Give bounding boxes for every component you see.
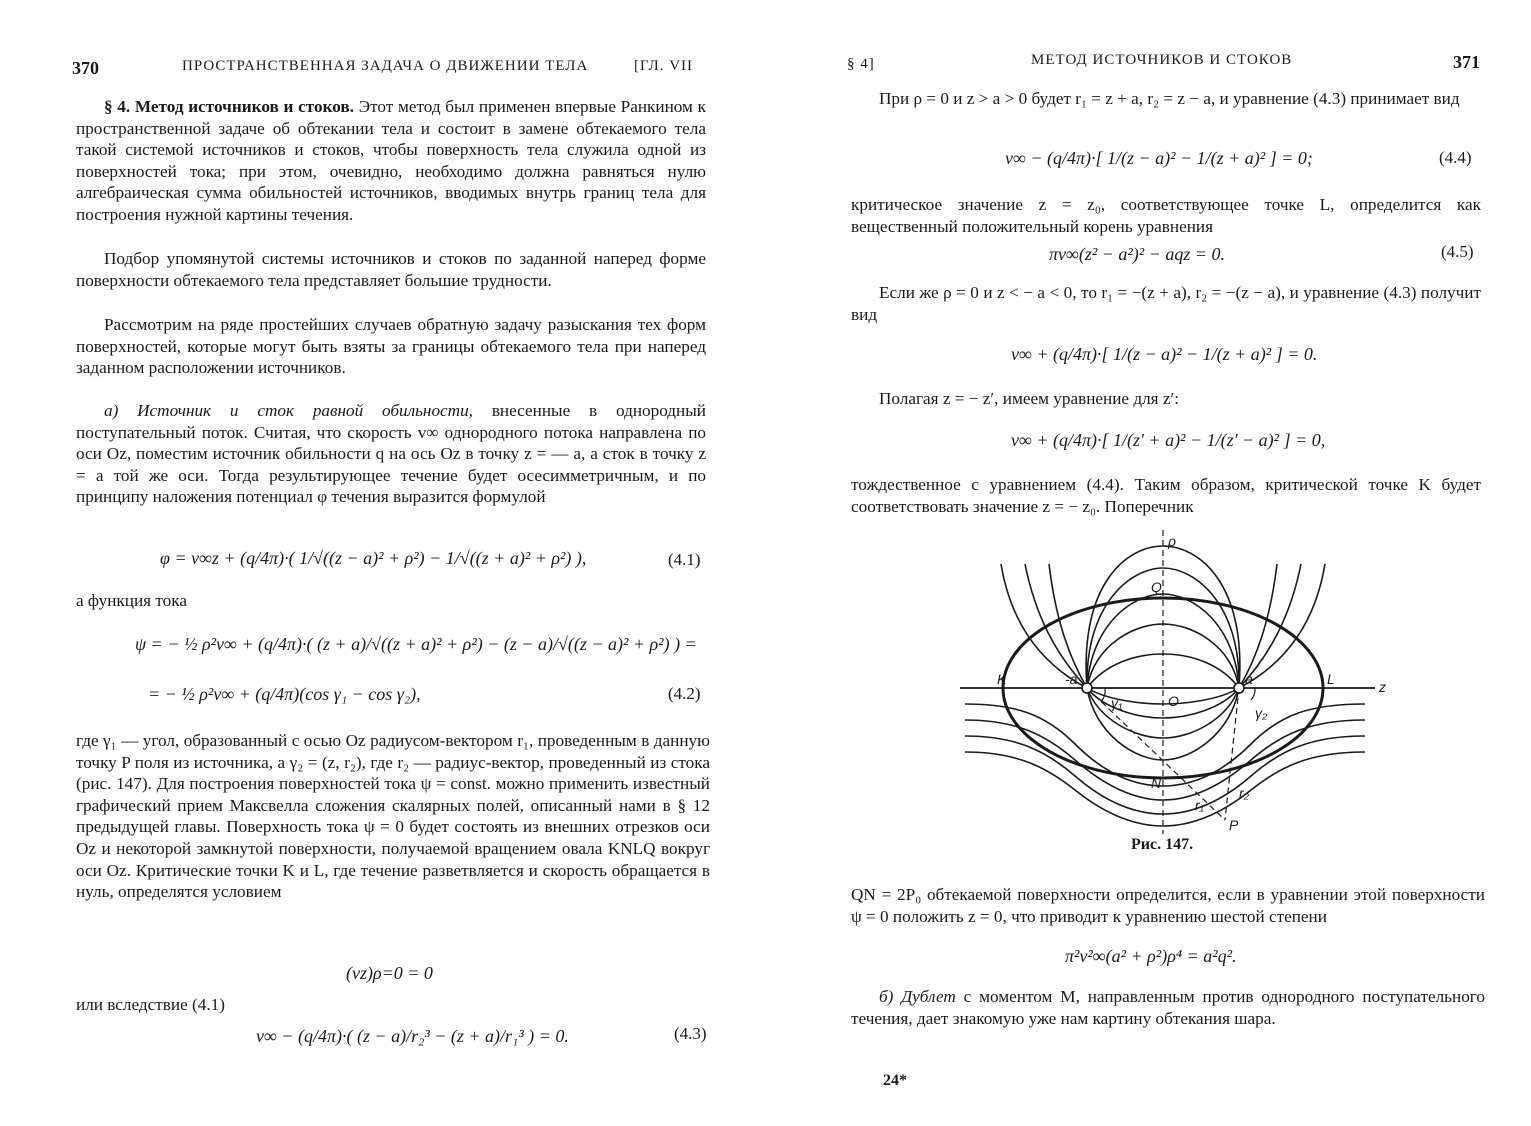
label-r2: r₂ bbox=[1239, 785, 1250, 801]
equation-4-2-line-1: ψ = − ½ ρ²v∞ + (q/4π)·( (z + a)/√((z + a)² + ρ²) − (z − a)/√((z − a)² + ρ²) ) = bbox=[135, 634, 697, 654]
label-N: N bbox=[1151, 775, 1162, 791]
critical-condition: (vz)ρ=0 = 0 bbox=[346, 963, 433, 983]
label-P: P bbox=[1229, 817, 1239, 833]
page-number: 370 bbox=[72, 58, 99, 78]
paragraph-6: где γ₁ — угол, образованный с осью Oz радиусом-вектором r₁, проведенным в данную точку P поля из источника, а γ₂ = (z, r₂), где r₂ — радиус-вектор, проведенный из стока (рис. 147). Для построения поверхностей тока ψ = const. можно применить известный графический прием Максвелла сложения скалярных полей, описанный нами в § 12 предыдущей главы. Поверхность тока ψ = 0 будет состоять из внешних отрезков оси Oz и некоторой замкнутой поверхности, получаемой вращением овала KNLQ вокруг оси Oz. Критические точки K и L, где течение разветвляется и скорость обращается в нуль, определятся условием bbox=[76, 731, 710, 902]
label-gamma1: γ₁ bbox=[1111, 695, 1123, 711]
label-r1: r₁ bbox=[1195, 797, 1205, 813]
right-page bbox=[765, 0, 1531, 1126]
paragraph-5: тождественное с уравнением (4.4). Таким образом, критической точке K будет соответствовать значение z = − z₀. Поперечник bbox=[851, 475, 1481, 516]
running-title: МЕТОД ИСТОЧНИКОВ И СТОКОВ bbox=[1031, 52, 1293, 68]
figure-caption: Рис. 147. bbox=[1131, 836, 1194, 853]
paragraph-4: Полагая z = − z′, имеем уравнение для z′: bbox=[879, 389, 1180, 408]
paragraph-intro bbox=[76, 96, 706, 226]
equation-number-4-2: (4.2) bbox=[668, 684, 701, 703]
label-O: O bbox=[1168, 693, 1179, 709]
label-L: L bbox=[1327, 671, 1335, 687]
paragraph-7: или вследствие (4.1) bbox=[76, 995, 225, 1014]
equation-c: v∞ + (q/4π)·[ 1/(z′ + a)² − 1/(z′ − a)² ] = 0, bbox=[1011, 430, 1326, 450]
equation-sixth-degree: π²v²∞(a² + ρ²)ρ⁴ = a²q². bbox=[1065, 946, 1237, 966]
label-Q: Q bbox=[1151, 579, 1162, 595]
paragraph-intro-text: Этот метод был применен впервые Ранкином к пространственной задаче об обтекании тела и состоит в замене обтекаемого тела такой системой источников и стоков, чтобы поверхность тела служила одной из поверхностей тока; при этом, очевидно, необходимо должна равняться нулю алгебраическая сумма обильностей источников, вводимых внутрь границ тела для построения нужной картины течения. bbox=[76, 97, 707, 224]
left-page bbox=[0, 0, 765, 1126]
equation-number-4-1: (4.1) bbox=[668, 550, 701, 569]
label-z: z bbox=[1379, 679, 1386, 695]
paragraph-6: QN = 2P₀ обтекаемой поверхности определится, если в уравнении этой поверхности ψ = 0 положить z = 0, что приводит к уравнению шестой степени bbox=[851, 885, 1485, 926]
equation-number-4-3: (4.3) bbox=[674, 1024, 707, 1043]
label-rho: ρ bbox=[1168, 533, 1177, 549]
paragraph-3: Если же ρ = 0 и z < − a < 0, то r₁ = −(z + a), r₂ = −(z − a), и уравнение (4.3) получит вид bbox=[851, 283, 1481, 324]
paragraph-4 bbox=[76, 400, 706, 508]
equation-4-2-line-2: = − ½ ρ²v∞ + (q/4π)(cos γ₁ − cos γ₂), bbox=[148, 684, 421, 704]
label-K: K bbox=[997, 671, 1007, 687]
case-a-label: а) Источник и сток равной обильности, bbox=[104, 401, 473, 420]
signature-mark: 24* bbox=[883, 1072, 907, 1089]
paragraph-1: При ρ = 0 и z > a > 0 будет r₁ = z + a, r₂ = z − a, и уравнение (4.3) принимает вид bbox=[879, 89, 1460, 108]
equation-4-5: πv∞(z² − a²)² − aqz = 0. bbox=[1049, 244, 1225, 264]
equation-4-1: φ = v∞z + (q/4π)·( 1/√((z − a)² + ρ²) − 1/√((z + a)² + ρ²) ), bbox=[160, 548, 587, 568]
label-a: a bbox=[1245, 671, 1253, 687]
paragraph-5: а функция тока bbox=[76, 591, 187, 610]
paragraph-2: критическое значение z = z₀, соответствующее точке L, определится как вещественный положительный корень уравнения bbox=[851, 195, 1481, 236]
section-heading: § 4. Метод источников и стоков. bbox=[104, 97, 354, 116]
figure-147 bbox=[955, 524, 1395, 836]
equation-4-3: v∞ − (q/4π)·( (z − a)/r₂³ − (z + a)/r₁³ ) = 0. bbox=[256, 1026, 569, 1046]
paragraph-4-text: внесенные в однородный поступательный поток. Считая, что скорость v∞ однородного потока направлена по оси Oz, поместим источник обильности q на ось Oz в точку z = — a, а сток в точку z = a той же оси. Тогда результирующее течение будет осесимметричным, и по принципу наложения потенциал φ течения выразится формулой bbox=[76, 401, 706, 507]
paragraph-7 bbox=[851, 986, 1485, 1029]
label-minus-a: -a bbox=[1065, 671, 1078, 687]
equation-number-4-4: (4.4) bbox=[1439, 148, 1472, 167]
case-b-label: б) Дублет bbox=[879, 987, 956, 1006]
page-number: 371 bbox=[1453, 52, 1480, 72]
paragraph-2: Подбор упомянутой системы источников и стоков по заданной наперед форме поверхности обтекаемого тела представляет большие трудности. bbox=[76, 249, 706, 290]
equation-b: v∞ + (q/4π)·[ 1/(z − a)² − 1/(z + a)² ] = 0. bbox=[1011, 344, 1318, 364]
paragraph-3: Рассмотрим на ряде простейших случаев обратную задачу разыскания тех форм поверхностей, которые могут быть взяты за границы обтекаемого тела при наперед заданном расположении источников. bbox=[76, 315, 706, 378]
section-reference: § 4] bbox=[847, 56, 875, 72]
equation-4-4: v∞ − (q/4π)·[ 1/(z − a)² − 1/(z + a)² ] = 0; bbox=[1005, 148, 1313, 168]
label-gamma2: γ₂ bbox=[1255, 705, 1268, 721]
paragraph-7-text: с моментом M, направленным против однородного поступательного течения, дает знакомую уже нам картину обтекания шара. bbox=[851, 987, 1486, 1028]
equation-number-4-5: (4.5) bbox=[1441, 242, 1474, 261]
chapter-reference: [ГЛ. VII bbox=[634, 58, 694, 74]
running-title: ПРОСТРАНСТВЕННАЯ ЗАДАЧА О ДВИЖЕНИИ ТЕЛА bbox=[182, 58, 589, 74]
